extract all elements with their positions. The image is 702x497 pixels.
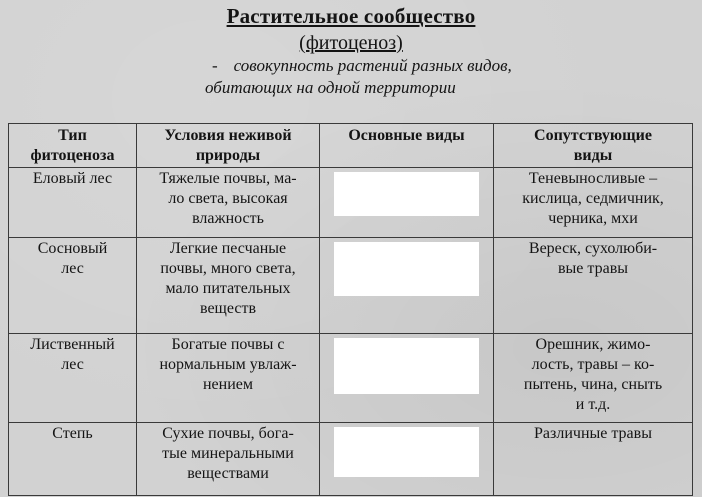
definition-dash: - <box>212 56 218 75</box>
main-species-answer-box[interactable] <box>334 172 479 216</box>
cell-type: Лиственный лес <box>9 334 137 423</box>
cell-conditions: Легкие песчаные почвы, много света, мало питательных веществ <box>137 238 320 334</box>
cell-type: Еловый лес <box>9 168 137 238</box>
cell-conditions: Сухие почвы, бога- тые минеральными веществами <box>137 423 320 496</box>
main-species-answer-box[interactable] <box>334 427 479 477</box>
table-row <box>9 334 693 423</box>
cell-main-species <box>320 168 494 238</box>
cell-main-species <box>320 334 494 423</box>
cell-main-species <box>320 423 494 496</box>
page-title: Растительное сообщество <box>226 4 476 28</box>
table-row <box>9 423 693 496</box>
cell-companion-species: Различные травы <box>494 423 693 496</box>
cell-companion-species: Вереск, сухолюби- вые травы <box>494 238 693 334</box>
definition-text-1: совокупность растений разных видов, <box>233 56 512 75</box>
cell-main-species <box>320 238 494 334</box>
cell-type: Сосновый лес <box>9 238 137 334</box>
table-row <box>9 238 693 334</box>
main-species-answer-box[interactable] <box>334 242 479 296</box>
header-type: Тип фитоценоза <box>9 124 137 168</box>
cell-conditions: Тяжелые почвы, ма- ло света, высокая влажность <box>137 168 320 238</box>
definition-line-1 <box>212 56 512 76</box>
header-conditions: Условия неживой природы <box>137 124 320 168</box>
cell-companion-species: Теневыносливые – кислица, седмичник, черника, мхи <box>494 168 693 238</box>
table-row <box>9 168 693 238</box>
phytocenosis-table <box>8 123 693 496</box>
main-species-answer-box[interactable] <box>334 338 479 394</box>
definition-line-2: обитающих на одной территории <box>205 78 456 97</box>
page-subtitle: (фитоценоз) <box>299 32 403 54</box>
header-companion-species: Сопутствующие виды <box>494 124 693 168</box>
table-header-row <box>9 124 693 168</box>
cell-conditions: Богатые почвы с нормальным увлаж- нением <box>137 334 320 423</box>
cell-companion-species: Орешник, жимо- лость, травы – ко- пытень, чина, сныть и т.д. <box>494 334 693 423</box>
cell-type: Степь <box>9 423 137 496</box>
header-main-species: Основные виды <box>320 124 494 168</box>
